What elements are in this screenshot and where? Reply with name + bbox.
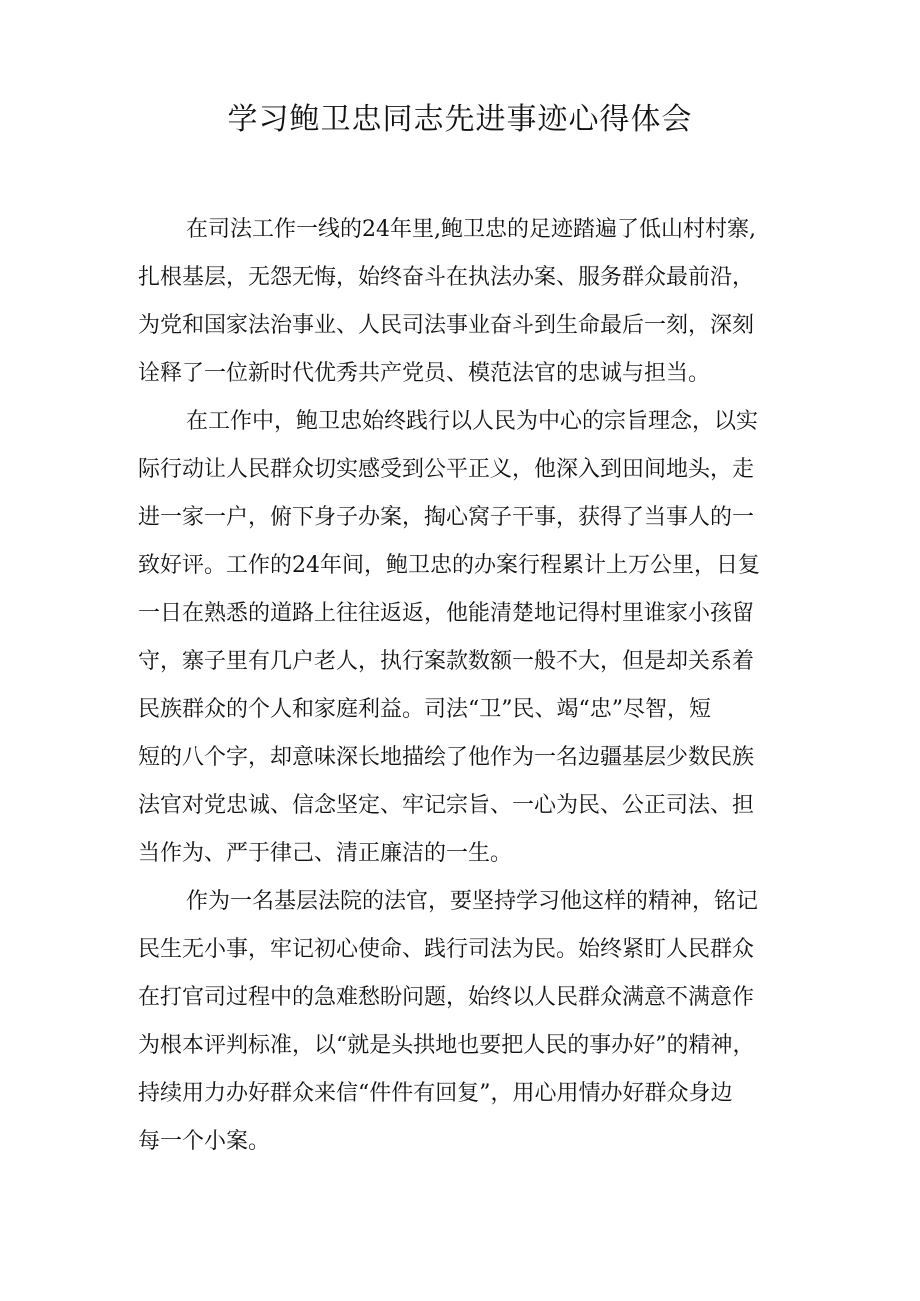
text-line: 一日在熟悉的道路上往往返返，他能清楚地记得村里谁家小孩留 [138,601,755,626]
text-line: 短的八个字，却意味深长地描绘了他作为一名边疆基层少数民族 [138,745,755,770]
text-line: 守，寨子里有几户老人，执行案款数额一般不大，但是却关系着 [138,649,755,674]
text-line: 扎根基层，无怨无悔，始终奋斗在执法办案、服务群众最前沿， [138,265,755,290]
text-line: 民生无小事，牢记初心使命、践行司法为民。始终紧盯人民群众 [138,937,755,962]
text-line: 法官对党忠诚、信念坚定、牢记宗旨、一心为民、公正司法、担 [138,793,755,818]
text-line: 民族群众的个人和家庭利益。司法“卫”民、竭“忠”尽智，短 [138,697,711,722]
text-line: 在工作中，鲍卫忠始终践行以人民为中心的宗旨理念，以实 [186,409,759,434]
text-line: 在打官司过程中的急难愁盼问题，始终以人民群众满意不满意作 [138,985,755,1010]
text-line: 在司法工作一线的24年里,鲍卫忠的足迹踏遍了低山村村寨, [186,217,756,242]
text-line: 致好评。工作的24年间，鲍卫忠的办案行程累计上万公里，日复 [138,553,760,578]
text-line: 作为一名基层法院的法官，要坚持学习他这样的精神，铭记 [186,889,759,914]
text-line: 诠释了一位新时代优秀共产党员、模范法官的忠诚与担当。 [138,361,711,386]
text-line: 为党和国家法治事业、人民司法事业奋斗到生命最后一刻，深刻 [138,313,755,338]
text-line: 际行动让人民群众切实感受到公平正义，他深入到田间地头，走 [138,457,755,482]
text-line: 持续用力办好群众来信“件件有回复”，用心用情办好群众身边 [138,1081,733,1106]
text-line: 进一家一户，俯下身子办案，掏心窝子干事，获得了当事人的一 [138,505,755,530]
text-line: 当作为、严于律己、清正廉洁的一生。 [138,841,513,866]
text-line: 为根本评判标准，以“就是头拱地也要把人民的事办好”的精神， [138,1033,755,1058]
text-line: 每一个小案。 [138,1129,271,1154]
document-title: 学习鲍卫忠同志先进事迹心得体会 [227,102,693,137]
